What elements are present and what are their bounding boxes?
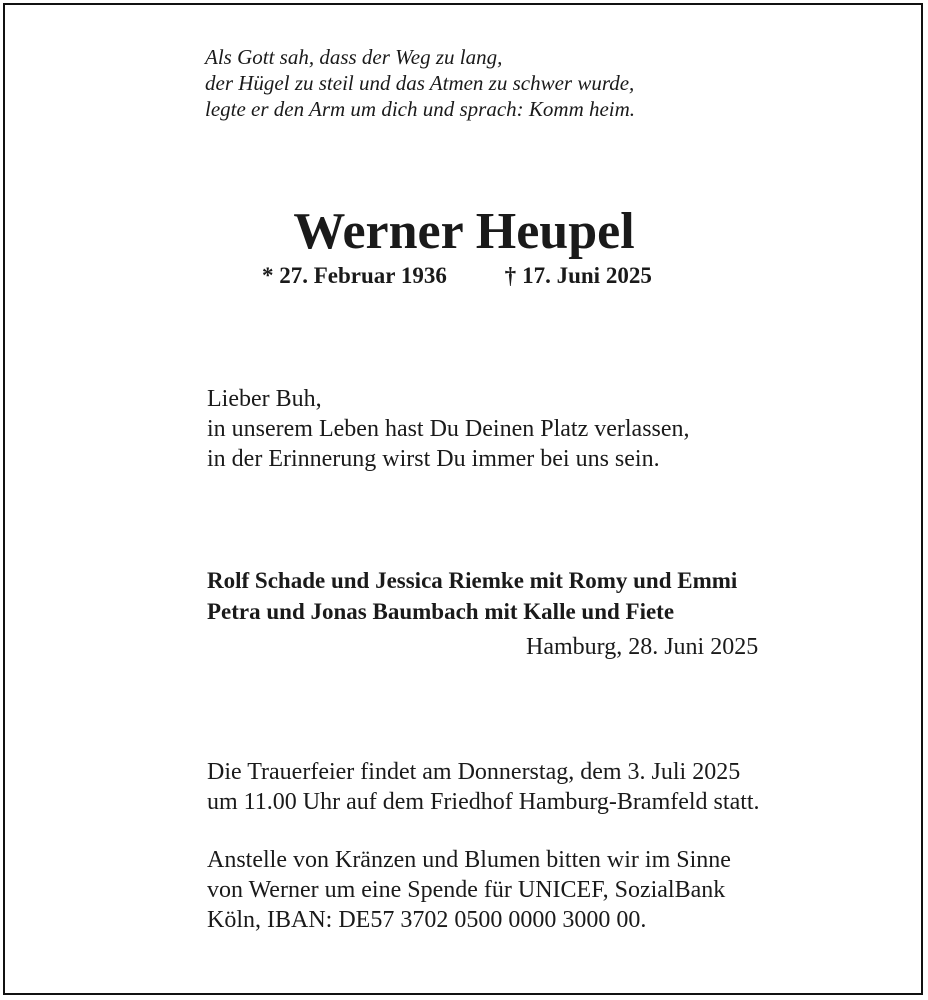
address-line: Lieber Buh, xyxy=(207,386,322,412)
death-date-group xyxy=(505,262,652,290)
death-date: 17. Juni 2025 xyxy=(522,263,652,288)
deceased-name: Werner Heupel xyxy=(293,203,635,260)
donation-line: von Werner um eine Spende für UNICEF, SozialBank xyxy=(207,877,726,903)
motto-verse xyxy=(205,44,635,122)
life-dates xyxy=(262,262,652,290)
donation-line: Köln, IBAN: DE57 3702 0500 0000 3000 00. xyxy=(207,907,647,933)
donation-request xyxy=(207,845,731,935)
personal-address xyxy=(207,384,690,474)
donation-line: Anstelle von Kränzen und Blumen bitten wir im Sinne xyxy=(207,847,731,873)
mourner-line: Petra und Jonas Baumbach mit Kalle und Fiete xyxy=(207,599,675,624)
funeral-info xyxy=(207,757,760,817)
funeral-line: Die Trauerfeier findet am Donnerstag, dem 3. Juli 2025 xyxy=(207,759,741,785)
mourners-list xyxy=(207,565,737,627)
motto-line: Als Gott sah, dass der Weg zu lang, xyxy=(205,45,503,69)
motto-line: der Hügel zu steil und das Atmen zu schwer wurde, xyxy=(205,71,635,95)
place-and-date: Hamburg, 28. Juni 2025 xyxy=(526,634,759,660)
motto-line: legte er den Arm um dich und sprach: Komm heim. xyxy=(205,97,636,121)
address-line: in unserem Leben hast Du Deinen Platz verlassen, xyxy=(207,416,690,442)
cross-icon: † xyxy=(504,263,517,288)
birth-date: * 27. Februar 1936 xyxy=(262,263,447,288)
funeral-line: um 11.00 Uhr auf dem Friedhof Hamburg-Bramfeld statt. xyxy=(207,789,760,815)
address-line: in der Erinnerung wirst Du immer bei uns sein. xyxy=(207,446,660,472)
mourner-line: Rolf Schade und Jessica Riemke mit Romy und Emmi xyxy=(207,568,738,593)
